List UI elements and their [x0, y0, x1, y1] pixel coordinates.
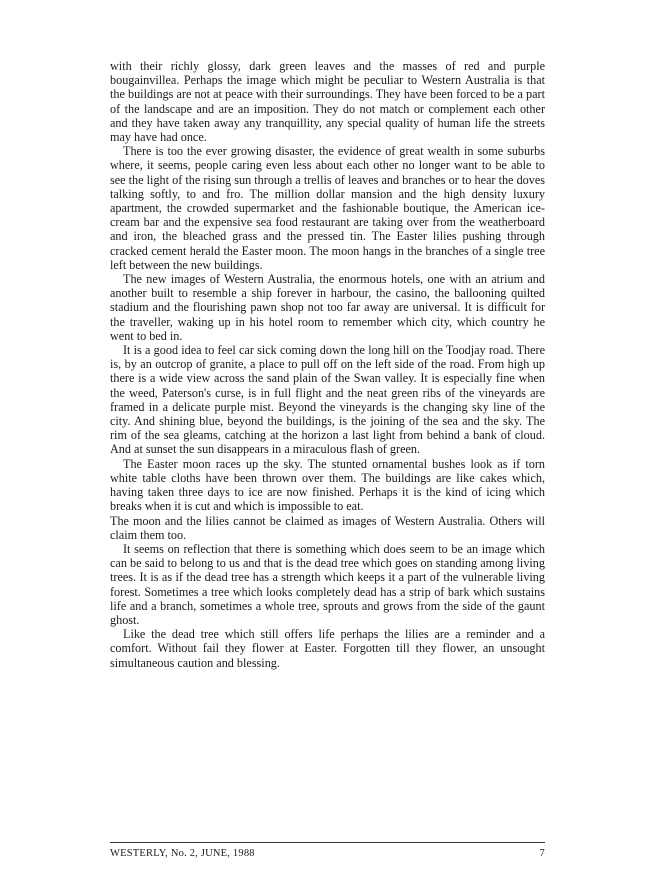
article-body: [110, 59, 545, 670]
paragraph-4: It is a good idea to feel car sick coming down the long hill on the Toodjay road. There is, by an outcrop of granite, a place to pull off on the left side of the road. From high up there is a wide view across the sand plain of the Swan valley. It is especially fine when the weed, Paterson's curse, is in full flight and the neat green ribs of the vineyards are framed in a delicate purple mist. Beyond the vineyards is the changing sky line of the city. And shining blue, beyond the buildings, is the joining of the sea and the sky. The rim of the sea gleams, catching at the horizon a last light from behind a bank of cloud. And at sunset the sun disappears in a miraculous flash of green.: [110, 343, 545, 457]
paragraph-7: It seems on reflection that there is something which does seem to be an image which can be said to belong to us and that is the dead tree which goes on standing among living trees. It is as if the dead tree has a strength which keeps it a part of the vulnerable living forest. Sometimes a tree which looks completely dead has a strip of bark which sustains life and a branch, sometimes a whole tree, sprouts and grows from the side of the gaunt ghost.: [110, 541, 545, 627]
paragraph-5: The Easter moon races up the sky. The stunted ornamental bushes look as if torn white table cloths have been thrown over them. The buildings are like cakes which, having taken three days to ice are now finished. Perhaps it is the kind of icing which breaks when it is cut and which is impossible to eat.: [110, 456, 545, 514]
page-footer: [110, 848, 545, 860]
paragraph-2: There is too the ever growing disaster, the evidence of great wealth in some suburbs where, it seems, people caring even less about each other no longer want to be able to see the light of the rising sun through a trellis of leaves and branches or to hear the doves talking softly, to and fro. The million dollar mansion and the high density luxury apartment, the crowded supermarket and the fashionable boutique, the American ice-cream bar and the expensive sea food restaurant are taking over from the weatherboard and iron, the bleached grass and the pressed tin. The Easter lilies pushing through cracked cement herald the Easter moon. The moon hangs in the branches of a single tree left between the new buildings.: [110, 144, 545, 272]
footer-divider: [110, 842, 545, 843]
paragraph-1: with their richly glossy, dark green leaves and the masses of red and purple bougainvillea. Perhaps the image which might be peculiar to Western Australia is that the buildings are not at peace with their surroundings. They have been forced to be a part of the landscape and are an imposition. They do not match or complement each other and they have taken away any tranquillity, any special quality of human life the streets may have had once.: [110, 59, 545, 145]
paragraph-8: Like the dead tree which still offers life perhaps the lilies are a reminder and a comfort. Without fail they flower at Easter. Forgotten till they flower, an unsought simultaneous caution and blessing.: [110, 627, 545, 670]
page-number: 7: [539, 848, 545, 859]
paragraph-6: The moon and the lilies cannot be claimed as images of Western Australia. Others will claim them too.: [110, 513, 545, 542]
publication-info: WESTERLY, No. 2, JUNE, 1988: [110, 848, 255, 859]
paragraph-3: The new images of Western Australia, the enormous hotels, one with an atrium and another built to resemble a ship forever in harbour, the casino, the ballooning quilted stadium and the flourishing pawn shop not too far away are universal. It is difficult for the traveller, waking up in his hotel room to remember which city, which country he went to bed in.: [110, 272, 545, 343]
